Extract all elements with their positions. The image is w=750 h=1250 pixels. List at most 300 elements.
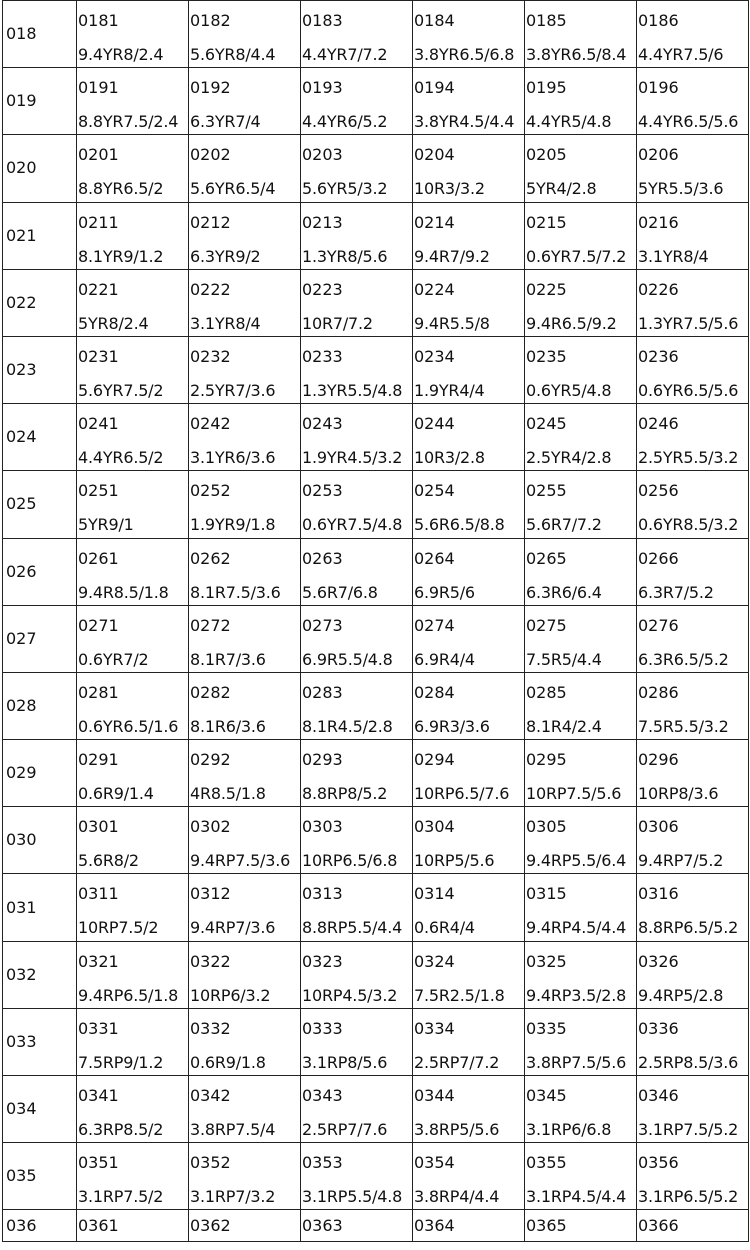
row-label: 025 [3,471,77,538]
color-code: 0275 [526,615,567,635]
color-cell [525,807,637,874]
color-cell [189,1008,301,1075]
color-cell [77,1143,189,1210]
table-row [3,202,749,269]
color-code: 0202 [190,145,231,165]
munsell-notation: 4R8.5/1.8 [190,784,266,804]
color-cell [301,672,413,739]
color-code: 0352 [190,1153,231,1173]
color-code: 0353 [302,1153,343,1173]
color-cell [77,874,189,941]
color-code: 0342 [190,1086,231,1105]
color-cell [189,135,301,202]
color-code: 0354 [414,1153,455,1173]
munsell-notation: 7.5RP9/1.2 [78,1052,164,1072]
color-code-table [2,0,749,1242]
row-label: 029 [3,740,77,807]
color-cell [77,202,189,269]
munsell-notation: 6.3R6.5/5.2 [638,649,729,669]
color-cell [301,807,413,874]
color-cell [189,874,301,941]
color-code: 0343 [302,1086,343,1105]
color-code: 0361 [78,1216,119,1236]
munsell-notation: 4.4YR7/7.2 [302,45,388,64]
munsell-notation: 2.5RP7/7.2 [414,1052,500,1072]
munsell-notation: 10RP6.5/6.8 [302,851,398,871]
row-label: 034 [3,1076,77,1143]
munsell-notation: 4.4YR6.5/2 [78,448,164,468]
color-code: 0211 [78,212,119,232]
color-cell [77,135,189,202]
color-cell [413,135,525,202]
color-code: 0305 [526,817,567,837]
munsell-notation: 5.6YR7.5/2 [78,380,164,400]
color-cell [525,135,637,202]
munsell-notation: 3.8RP5/5.6 [414,1120,500,1139]
row-label: 030 [3,807,77,874]
color-cell [413,1076,525,1143]
color-code: 0314 [414,884,455,904]
munsell-notation: 3.1RP6/6.8 [526,1120,612,1139]
color-cell [189,1076,301,1143]
munsell-notation: 1.9YR9/1.8 [190,515,276,535]
munsell-notation: 4.4YR7.5/6 [638,45,724,64]
color-code: 0365 [526,1216,567,1236]
row-label: 023 [3,336,77,403]
color-code: 0324 [414,951,455,971]
munsell-notation: 0.6YR7.5/4.8 [302,515,403,535]
color-code: 0322 [190,951,231,971]
munsell-notation: 9.4RP5.5/6.4 [526,851,627,871]
color-code: 0235 [526,346,567,366]
munsell-notation: 0.6YR6.5/1.6 [78,716,179,736]
color-code: 0325 [526,951,567,971]
munsell-notation: 9.4RP7/5.2 [638,851,724,871]
munsell-notation: 9.4R7/9.2 [414,246,490,266]
color-code: 0321 [78,951,119,971]
color-code: 0216 [638,212,679,232]
munsell-notation: 6.3YR7/4 [190,112,261,132]
color-code: 0341 [78,1086,119,1105]
color-code: 0271 [78,615,119,635]
color-cell [189,68,301,135]
color-cell [413,1210,525,1242]
munsell-notation: 3.8YR6.5/6.8 [414,45,515,64]
color-cell [637,1210,749,1242]
munsell-notation: 5.6R7/6.8 [302,582,378,602]
color-code: 0346 [638,1086,679,1105]
color-code: 0293 [302,750,343,770]
color-cell [525,1076,637,1143]
color-cell [301,538,413,605]
munsell-notation: 2.5YR5.5/3.2 [638,448,739,468]
munsell-notation: 5.6YR8/4.4 [190,45,276,64]
color-cell [637,605,749,672]
color-code: 0246 [638,414,679,434]
munsell-notation: 2.5RP8.5/3.6 [638,1052,739,1072]
munsell-notation: 8.1R4/2.4 [526,716,602,736]
color-code: 0366 [638,1216,679,1236]
munsell-notation: 1.3YR8/5.6 [302,246,388,266]
color-cell [413,605,525,672]
color-code: 0265 [526,548,567,568]
munsell-notation: 9.4RP6.5/1.8 [78,985,179,1005]
munsell-notation: 10RP6/3.2 [190,985,271,1005]
color-code: 0185 [526,11,567,30]
color-code: 0181 [78,11,119,30]
color-cell [301,1210,413,1242]
color-code: 0296 [638,750,679,770]
munsell-notation: 5.6YR5/3.2 [302,179,388,199]
munsell-notation: 5YR4/2.8 [526,179,597,199]
color-cell [413,672,525,739]
munsell-notation: 6.3YR9/2 [190,246,261,266]
color-code: 0244 [414,414,455,434]
color-cell [189,807,301,874]
color-code: 0284 [414,682,455,702]
color-code: 0311 [78,884,119,904]
color-code: 0225 [526,279,567,299]
munsell-notation: 1.3YR5.5/4.8 [302,380,403,400]
munsell-notation: 3.8YR6.5/8.4 [526,45,627,64]
color-cell [189,605,301,672]
row-label: 022 [3,269,77,336]
color-code: 0192 [190,78,231,98]
munsell-notation: 3.1YR6/3.6 [190,448,276,468]
color-cell [301,874,413,941]
munsell-notation: 3.8RP7.5/5.6 [526,1052,627,1072]
color-cell [637,672,749,739]
color-cell [301,1008,413,1075]
color-cell [525,1008,637,1075]
color-code: 0186 [638,11,679,30]
munsell-notation: 8.8YR6.5/2 [78,179,164,199]
munsell-notation: 10R3/3.2 [414,179,485,199]
table-row [3,471,749,538]
color-code: 0301 [78,817,119,837]
color-cell [413,1008,525,1075]
color-code: 0364 [414,1216,455,1236]
munsell-notation: 8.8YR7.5/2.4 [78,112,179,132]
table-body [3,1,749,1242]
color-cell [77,1210,189,1242]
table-row [3,68,749,135]
row-label: 020 [3,135,77,202]
color-code: 0243 [302,414,343,434]
munsell-notation: 10RP6.5/7.6 [414,784,510,804]
color-cell [189,1143,301,1210]
munsell-notation: 5.6YR6.5/4 [190,179,276,199]
munsell-notation: 6.3R6/6.4 [526,582,602,602]
color-code: 0362 [190,1216,231,1236]
color-code: 0302 [190,817,231,837]
color-cell [525,740,637,807]
color-cell [189,1,301,68]
color-code: 0245 [526,414,567,434]
color-cell [525,336,637,403]
color-cell [525,269,637,336]
color-cell [77,404,189,471]
color-cell [413,202,525,269]
color-cell [77,538,189,605]
munsell-notation: 10RP7.5/5.6 [526,784,622,804]
color-cell [637,68,749,135]
munsell-notation: 3.1YR8/4 [190,313,261,333]
table-row [3,1210,749,1242]
color-code: 0236 [638,346,679,366]
color-code: 0326 [638,951,679,971]
color-code: 0344 [414,1086,455,1105]
color-code: 0214 [414,212,455,232]
color-cell [189,672,301,739]
color-code: 0232 [190,346,231,366]
munsell-notation: 7.5R5/4.4 [526,649,602,669]
color-code: 0312 [190,884,231,904]
munsell-notation: 4.4YR6/5.2 [302,112,388,132]
color-code: 0294 [414,750,455,770]
color-code: 0226 [638,279,679,299]
color-code: 0332 [190,1018,231,1038]
row-label: 018 [3,1,77,68]
color-cell [413,404,525,471]
color-cell [77,941,189,1008]
color-code: 0256 [638,481,679,501]
color-code: 0215 [526,212,567,232]
color-cell [637,1008,749,1075]
color-cell [637,269,749,336]
munsell-notation: 9.4R6.5/9.2 [526,313,617,333]
color-code: 0292 [190,750,231,770]
munsell-notation: 8.8RP6.5/5.2 [638,918,739,938]
color-code: 0331 [78,1018,119,1038]
color-cell [301,269,413,336]
color-code: 0316 [638,884,679,904]
munsell-notation: 3.1RP5.5/4.8 [302,1187,403,1207]
munsell-notation: 3.8RP7.5/4 [190,1120,276,1139]
color-code: 0253 [302,481,343,501]
munsell-notation: 7.5R5.5/3.2 [638,716,729,736]
color-cell [189,941,301,1008]
color-code: 0334 [414,1018,455,1038]
color-code: 0263 [302,548,343,568]
color-cell [301,135,413,202]
color-code: 0213 [302,212,343,232]
color-code: 0196 [638,78,679,98]
color-cell [189,269,301,336]
color-code: 0285 [526,682,567,702]
color-cell [637,538,749,605]
munsell-notation: 8.1R7/3.6 [190,649,266,669]
row-label: 028 [3,672,77,739]
color-cell [525,1143,637,1210]
color-cell [413,336,525,403]
row-label: 035 [3,1143,77,1210]
munsell-notation: 6.9R5.5/4.8 [302,649,393,669]
color-code: 0315 [526,884,567,904]
color-cell [301,740,413,807]
color-cell [525,605,637,672]
color-cell [301,68,413,135]
munsell-notation: 3.1RP6.5/5.2 [638,1187,739,1207]
color-code: 0276 [638,615,679,635]
color-code: 0303 [302,817,343,837]
color-code: 0335 [526,1018,567,1038]
color-cell [77,269,189,336]
color-cell [301,202,413,269]
color-code: 0286 [638,682,679,702]
color-cell [525,202,637,269]
color-cell [301,471,413,538]
color-cell [77,471,189,538]
color-code: 0283 [302,682,343,702]
munsell-notation: 8.1R7.5/3.6 [190,582,281,602]
color-cell [637,1143,749,1210]
munsell-notation: 4.4YR6.5/5.6 [638,112,739,132]
munsell-notation: 6.3R7/5.2 [638,582,714,602]
row-label: 032 [3,941,77,1008]
munsell-notation: 3.8YR4.5/4.4 [414,112,515,132]
color-cell [525,471,637,538]
color-cell [637,336,749,403]
color-cell [189,740,301,807]
row-label: 036 [3,1210,77,1242]
munsell-notation: 3.1RP8/5.6 [302,1052,388,1072]
color-cell [413,471,525,538]
munsell-notation: 9.4RP3.5/2.8 [526,985,627,1005]
color-cell [637,404,749,471]
color-code: 0274 [414,615,455,635]
table-row [3,672,749,739]
munsell-notation: 6.3RP8.5/2 [78,1120,164,1139]
munsell-notation: 2.5YR4/2.8 [526,448,612,468]
color-code: 0222 [190,279,231,299]
table-row [3,807,749,874]
color-code: 0313 [302,884,343,904]
row-label: 027 [3,605,77,672]
color-code: 0241 [78,414,119,434]
munsell-notation: 10RP8/3.6 [638,784,719,804]
munsell-notation: 10RP4.5/3.2 [302,985,398,1005]
color-cell [637,471,749,538]
table-row [3,1076,749,1143]
color-code: 0355 [526,1153,567,1173]
color-code: 0333 [302,1018,343,1038]
color-cell [77,807,189,874]
munsell-notation: 10R3/2.8 [414,448,485,468]
color-cell [77,336,189,403]
munsell-notation: 8.1R4.5/2.8 [302,716,393,736]
color-code: 0194 [414,78,455,98]
munsell-notation: 8.8RP5.5/4.4 [302,918,403,938]
color-code: 0182 [190,11,231,30]
color-code: 0252 [190,481,231,501]
color-cell [413,740,525,807]
color-cell [77,605,189,672]
color-code: 0291 [78,750,119,770]
color-cell [77,672,189,739]
color-cell [637,135,749,202]
table-row [3,605,749,672]
color-code: 0224 [414,279,455,299]
color-cell [525,68,637,135]
munsell-notation: 1.9YR4/4 [414,380,485,400]
color-cell [637,1,749,68]
munsell-notation: 1.9YR4.5/3.2 [302,448,403,468]
table-row [3,135,749,202]
munsell-notation: 3.1RP7.5/5.2 [638,1120,739,1139]
color-cell [637,740,749,807]
color-code: 0233 [302,346,343,366]
row-label: 024 [3,404,77,471]
munsell-notation: 0.6YR7.5/7.2 [526,246,627,266]
color-cell [413,807,525,874]
color-code: 0212 [190,212,231,232]
color-cell [301,605,413,672]
munsell-notation: 0.6YR8.5/3.2 [638,515,739,535]
color-cell [525,874,637,941]
color-cell [413,874,525,941]
munsell-notation: 5.6R6.5/8.8 [414,515,505,535]
munsell-notation: 9.4YR8/2.4 [78,45,164,64]
color-code: 0261 [78,548,119,568]
color-code: 0264 [414,548,455,568]
color-cell [77,1008,189,1075]
color-code: 0204 [414,145,455,165]
color-cell [189,1210,301,1242]
table-row [3,1,749,68]
table-row [3,1143,749,1210]
munsell-notation: 10R7/7.2 [302,313,373,333]
color-cell [637,807,749,874]
munsell-notation: 6.9R3/3.6 [414,716,490,736]
color-code: 0195 [526,78,567,98]
color-code: 0345 [526,1086,567,1105]
munsell-notation: 3.1RP7.5/2 [78,1187,164,1207]
color-code: 0363 [302,1216,343,1236]
color-code: 0356 [638,1153,679,1173]
munsell-notation: 0.6R9/1.8 [190,1052,266,1072]
row-label: 021 [3,202,77,269]
munsell-notation: 0.6YR6.5/5.6 [638,380,739,400]
table-row [3,404,749,471]
row-label: 031 [3,874,77,941]
munsell-notation: 9.4RP7/3.6 [190,918,276,938]
munsell-notation: 9.4RP7.5/3.6 [190,851,291,871]
munsell-notation: 0.6YR7/2 [78,649,149,669]
munsell-notation: 7.5R2.5/1.8 [414,985,505,1005]
color-cell [301,1143,413,1210]
color-code: 0251 [78,481,119,501]
munsell-notation: 6.9R4/4 [414,649,475,669]
color-code: 0242 [190,414,231,434]
munsell-notation: 1.3YR7.5/5.6 [638,313,739,333]
color-code: 0234 [414,346,455,366]
color-cell [413,269,525,336]
color-cell [637,202,749,269]
color-code: 0273 [302,615,343,635]
color-code: 0205 [526,145,567,165]
color-code: 0193 [302,78,343,98]
munsell-notation: 0.6R9/1.4 [78,784,154,804]
munsell-notation: 5YR9/1 [78,515,134,535]
color-code: 0223 [302,279,343,299]
munsell-notation: 10RP5/5.6 [414,851,495,871]
munsell-notation: 5YR8/2.4 [78,313,149,333]
color-cell [413,68,525,135]
color-code: 0231 [78,346,119,366]
color-code: 0336 [638,1018,679,1038]
munsell-notation: 5.6R7/7.2 [526,515,602,535]
